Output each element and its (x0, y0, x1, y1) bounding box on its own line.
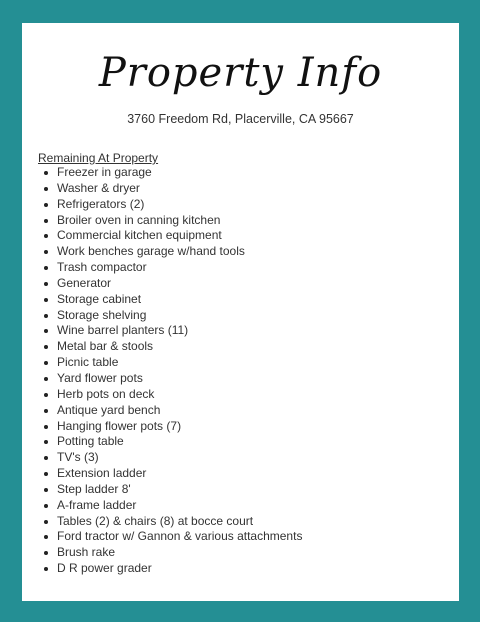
list-item: Storage shelving (42, 308, 302, 324)
list-item: Ford tractor w/ Gannon & various attachments (42, 529, 302, 545)
list-item: Wine barrel planters (11) (42, 323, 302, 339)
list-item: A-frame ladder (42, 498, 302, 514)
list-item: Refrigerators (2) (42, 197, 302, 213)
list-item: D R power grader (42, 561, 302, 577)
list-item: Brush rake (42, 545, 302, 561)
list-item: Work benches garage w/hand tools (42, 244, 302, 260)
list-item: Commercial kitchen equipment (42, 228, 302, 244)
list-item: Generator (42, 276, 302, 292)
document-title: Property Info (98, 50, 383, 96)
list-item: Washer & dryer (42, 181, 302, 197)
list-item: Hanging flower pots (7) (42, 419, 302, 435)
list-item: Yard flower pots (42, 371, 302, 387)
list-item: Antique yard bench (42, 403, 302, 419)
list-item: Storage cabinet (42, 292, 302, 308)
list-item: Herb pots on deck (42, 387, 302, 403)
list-item: Picnic table (42, 355, 302, 371)
list-item: Tables (2) & chairs (8) at bocce court (42, 514, 302, 530)
list-item: Freezer in garage (42, 165, 302, 181)
list-item: Step ladder 8' (42, 482, 302, 498)
list-item: Trash compactor (42, 260, 302, 276)
list-item: Extension ladder (42, 466, 302, 482)
remaining-items-list (42, 165, 302, 577)
list-item: TV's (3) (42, 450, 302, 466)
section-heading: Remaining At Property (38, 151, 159, 165)
list-item: Potting table (42, 434, 302, 450)
list-item: Broiler oven in canning kitchen (42, 213, 302, 229)
document-page (22, 23, 459, 601)
property-address: 3760 Freedom Rd, Placerville, CA 95667 (127, 112, 354, 126)
list-item: Metal bar & stools (42, 339, 302, 355)
